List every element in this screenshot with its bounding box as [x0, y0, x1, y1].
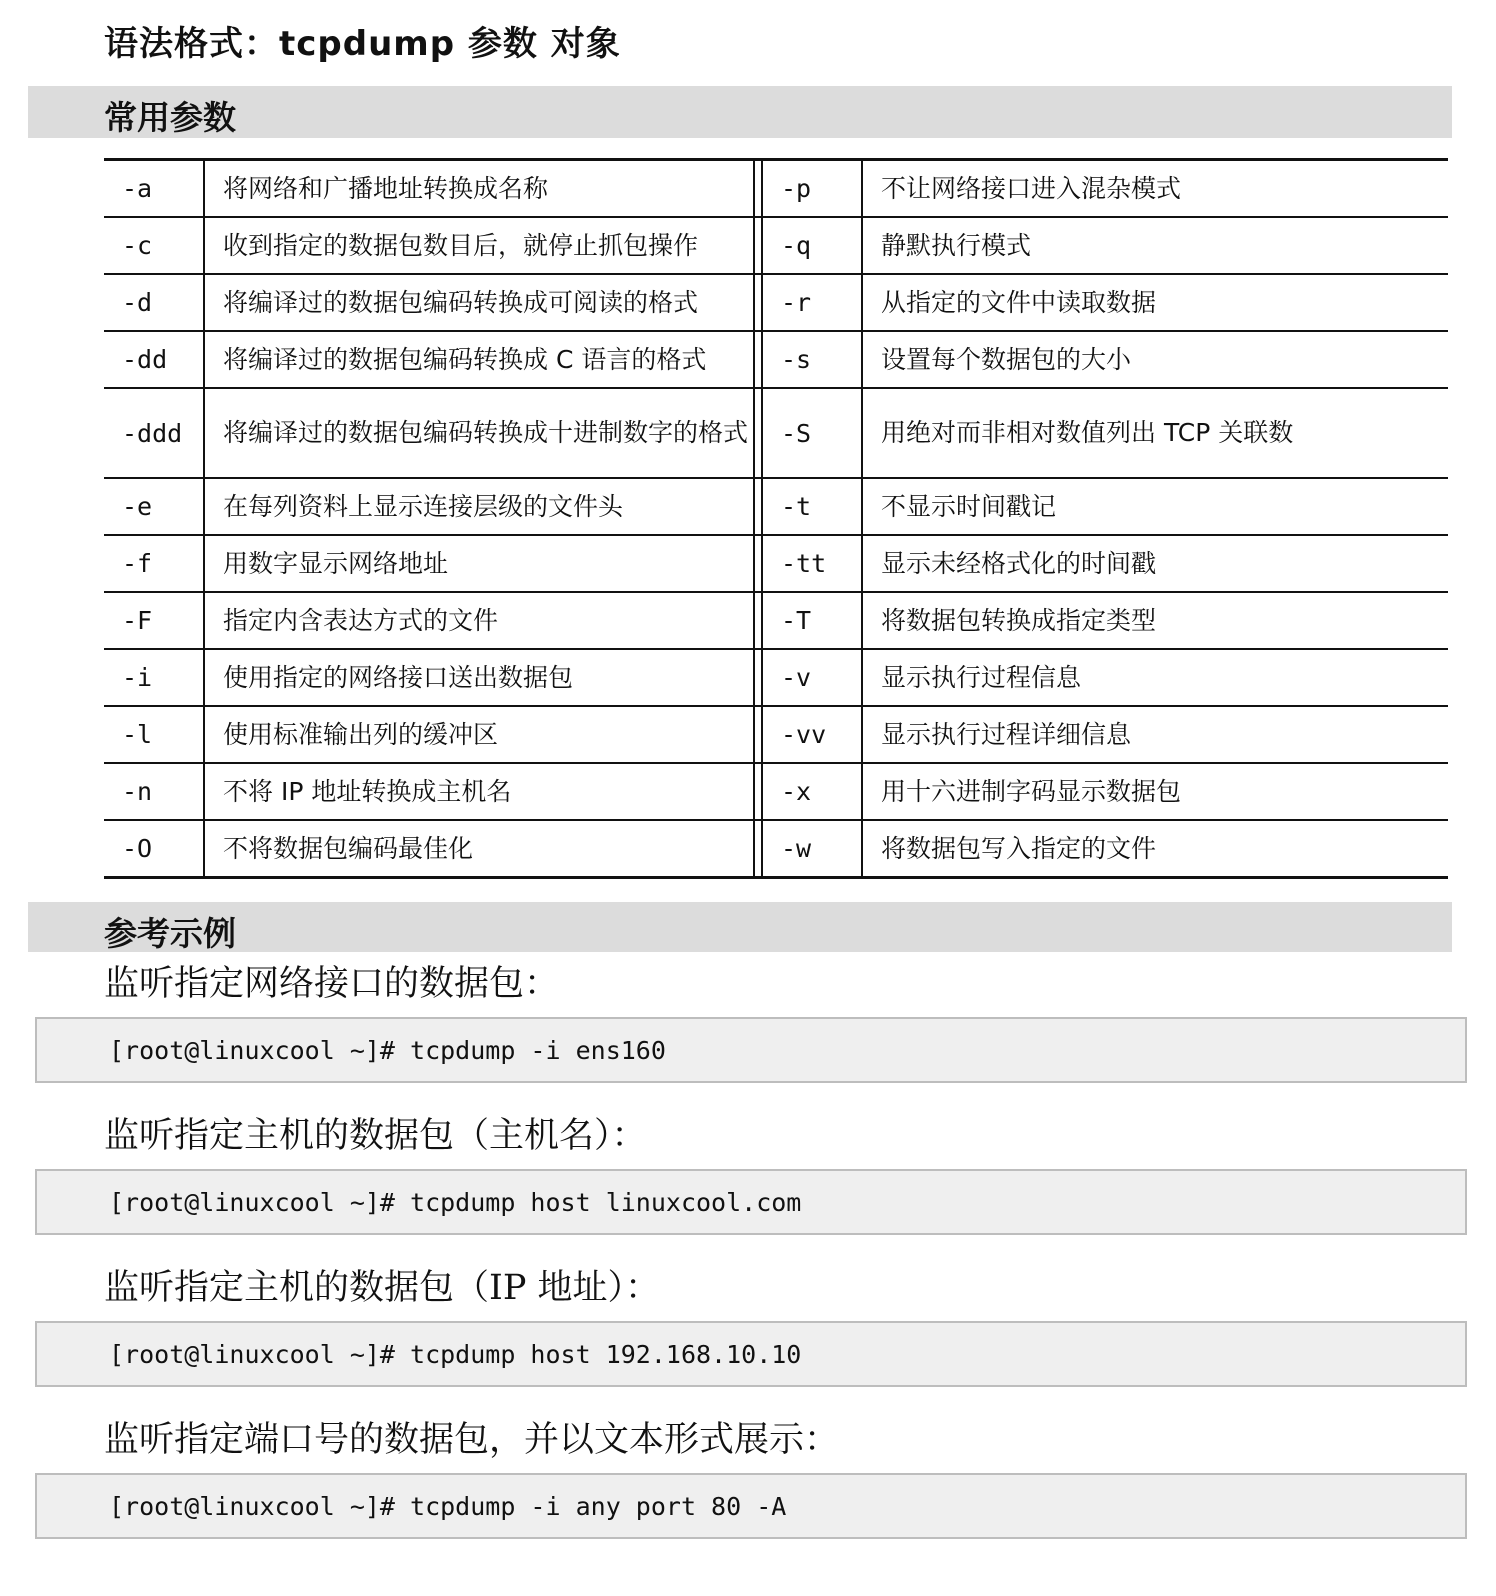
column-separator: [754, 763, 762, 820]
param-description: 设置每个数据包的大小: [862, 331, 1448, 388]
param-row: [104, 160, 1448, 218]
example-title: 监听指定网络接口的数据包：: [104, 964, 560, 1004]
param-description: 在每列资料上显示连接层级的文件头: [204, 478, 754, 535]
param-description: 从指定的文件中读取数据: [862, 274, 1448, 331]
param-row: [104, 274, 1448, 331]
param-row: [104, 592, 1448, 649]
param-row: [104, 535, 1448, 592]
param-option: -O: [104, 820, 204, 878]
column-separator: [754, 592, 762, 649]
column-separator: [754, 331, 762, 388]
param-option: -f: [104, 535, 204, 592]
param-description: 将编译过的数据包编码转换成可阅读的格式: [204, 274, 754, 331]
params-table: [104, 158, 1448, 879]
param-description: 用绝对而非相对数值列出 TCP 关联数: [862, 388, 1448, 478]
param-option: -a: [104, 160, 204, 218]
param-description: 收到指定的数据包数目后，就停止抓包操作: [204, 217, 754, 274]
param-option: -T: [762, 592, 862, 649]
param-description: 显示执行过程信息: [862, 649, 1448, 706]
param-option: -x: [762, 763, 862, 820]
param-description: 静默执行模式: [862, 217, 1448, 274]
param-option: -dd: [104, 331, 204, 388]
column-separator: [754, 160, 762, 218]
param-option: -S: [762, 388, 862, 478]
section-header-examples: [28, 902, 1452, 952]
param-option: -F: [104, 592, 204, 649]
param-row: [104, 388, 1448, 478]
param-row: [104, 763, 1448, 820]
param-description: 用十六进制字码显示数据包: [862, 763, 1448, 820]
param-row: [104, 217, 1448, 274]
section-title-params: 常用参数: [104, 98, 236, 137]
param-option: -l: [104, 706, 204, 763]
param-row: [104, 331, 1448, 388]
param-description: 不将数据包编码最佳化: [223, 833, 474, 863]
column-separator: [754, 820, 762, 878]
code-block: [35, 1017, 1467, 1083]
column-separator: [754, 706, 762, 763]
param-row: [104, 820, 1448, 878]
param-option: -n: [104, 763, 204, 820]
param-option: -vv: [762, 706, 862, 763]
param-option: -s: [762, 331, 862, 388]
param-description: 将编译过的数据包编码转换成 C 语言的格式: [204, 331, 754, 388]
param-description: 用数字显示网络地址: [204, 535, 754, 592]
param-option: -w: [762, 820, 862, 878]
param-description: 使用标准输出列的缓冲区: [204, 706, 754, 763]
column-separator: [754, 535, 762, 592]
code-block: [35, 1169, 1467, 1235]
code-text: [root@linuxcool ~]# tcpdump -i any port 80 -A: [109, 1492, 787, 1521]
param-row: [104, 649, 1448, 706]
param-description: 显示执行过程详细信息: [862, 706, 1448, 763]
syntax-line: 语法格式：tcpdump 参数 对象: [104, 24, 621, 64]
param-option: -r: [762, 274, 862, 331]
param-row: [104, 706, 1448, 763]
param-option: -i: [104, 649, 204, 706]
section-title-examples: 参考示例: [104, 914, 236, 953]
code-text: [root@linuxcool ~]# tcpdump -i ens160: [109, 1036, 666, 1065]
param-description: 将编译过的数据包编码转换成十进制数字的格式: [204, 388, 754, 478]
code-text: [root@linuxcool ~]# tcpdump host linuxcool.com: [109, 1188, 802, 1217]
example-title: 监听指定端口号的数据包，并以文本形式展示：: [104, 1420, 840, 1460]
code-text: [root@linuxcool ~]# tcpdump host 192.168.10.10: [109, 1340, 802, 1369]
param-description: 不将 IP 地址转换成主机名: [204, 763, 754, 820]
param-option: -tt: [762, 535, 862, 592]
column-separator: [754, 649, 762, 706]
param-description: 将网络和广播地址转换成名称: [204, 160, 754, 218]
param-row: [104, 478, 1448, 535]
param-option: -ddd: [104, 388, 204, 478]
param-description: 使用指定的网络接口送出数据包: [204, 649, 754, 706]
column-separator: [754, 217, 762, 274]
param-description: 指定内含表达方式的文件: [204, 592, 754, 649]
param-description: 将数据包写入指定的文件: [881, 833, 1157, 863]
param-option: -t: [762, 478, 862, 535]
section-header-params: [28, 86, 1452, 138]
column-separator: [754, 274, 762, 331]
example-title: 监听指定主机的数据包（主机名）：: [104, 1116, 647, 1156]
param-option: -q: [762, 217, 862, 274]
param-option: -p: [762, 160, 862, 218]
column-separator: [754, 478, 762, 535]
param-description: 不让网络接口进入混杂模式: [862, 160, 1448, 218]
param-description: 将数据包转换成指定类型: [862, 592, 1448, 649]
param-option: -v: [762, 649, 862, 706]
param-description: 不显示时间戳记: [862, 478, 1448, 535]
param-description: 显示未经格式化的时间戳: [862, 535, 1448, 592]
param-option: -d: [104, 274, 204, 331]
params-table-body: [104, 160, 1448, 878]
param-option: -c: [104, 217, 204, 274]
param-option: -e: [104, 478, 204, 535]
code-block: [35, 1473, 1467, 1539]
column-separator: [754, 388, 762, 478]
code-block: [35, 1321, 1467, 1387]
example-title: 监听指定主机的数据包（IP 地址）：: [104, 1268, 661, 1308]
